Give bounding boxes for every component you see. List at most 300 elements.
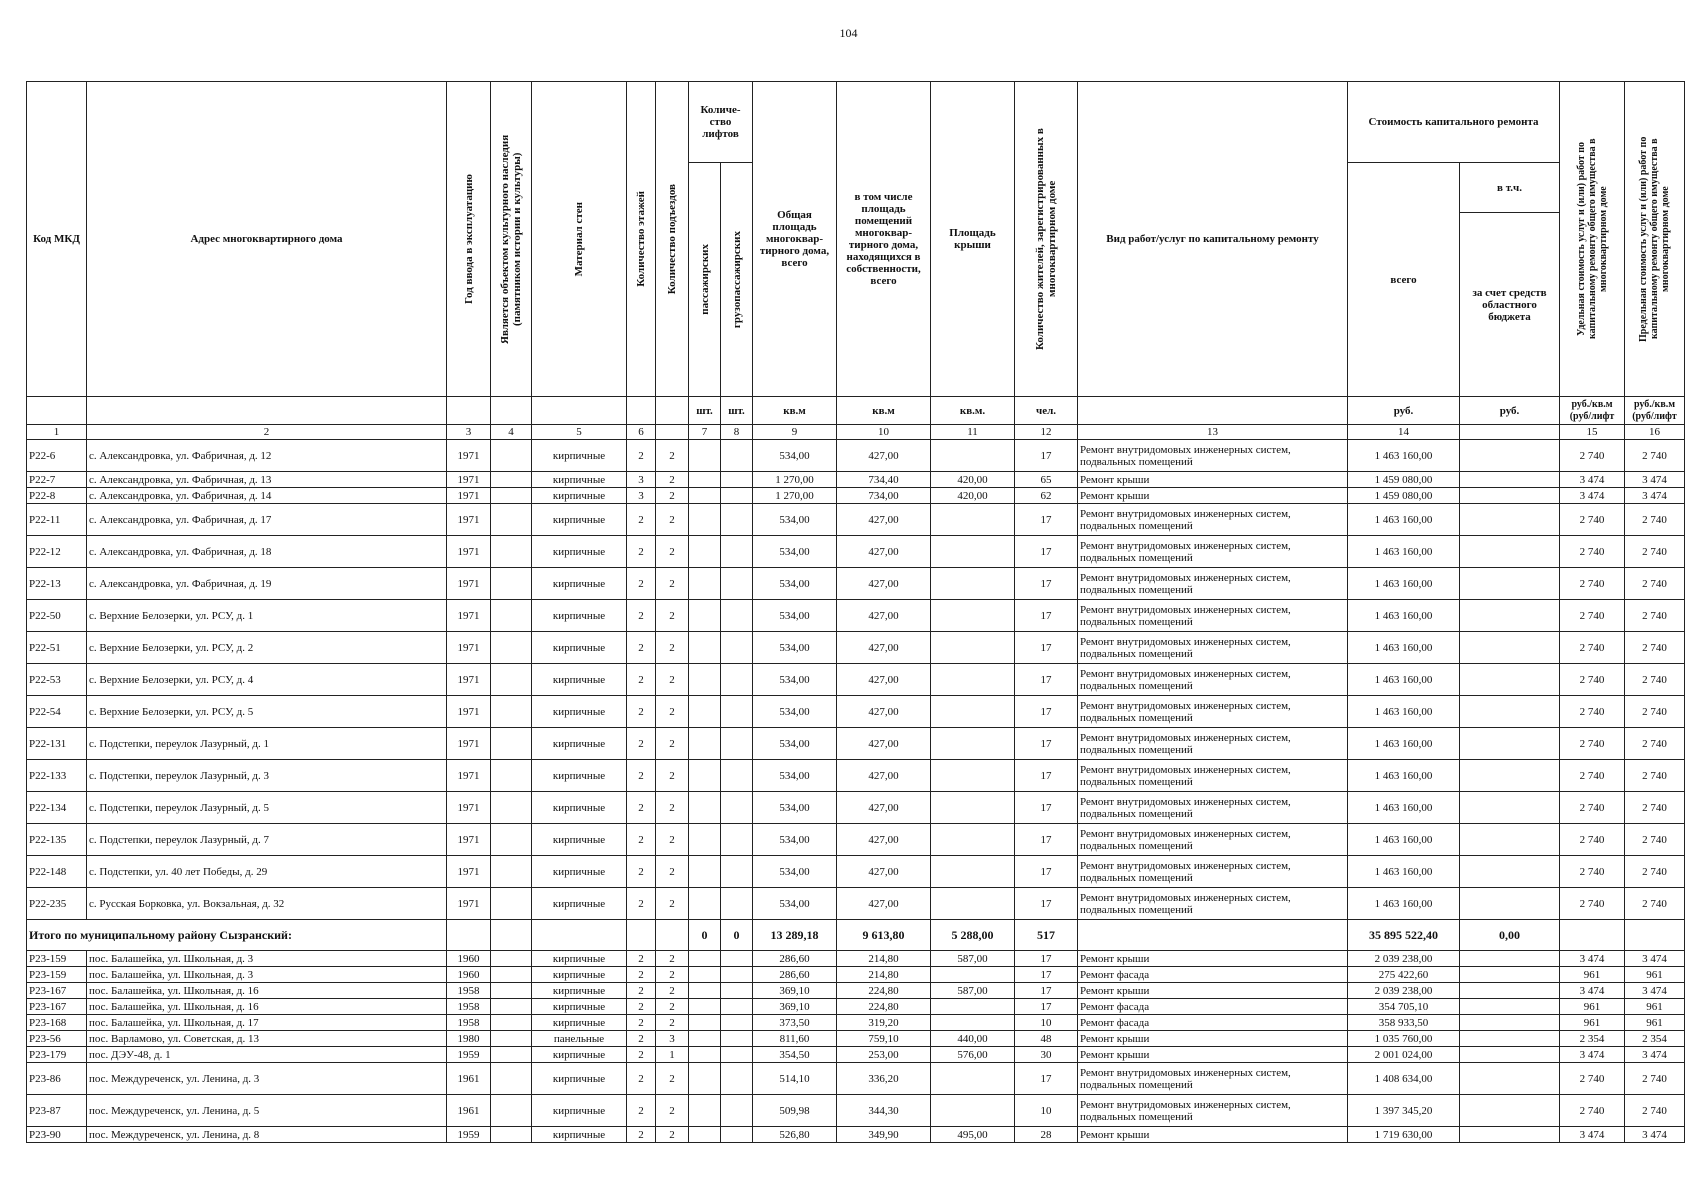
col-number: 1 [27,425,87,440]
row-year: 1961 [447,1095,491,1127]
row-roof-area [931,728,1015,760]
table-row [27,1031,1685,1047]
row-code: Р22-131 [27,728,87,760]
row-entrances: 2 [656,1127,689,1143]
row-cost: 1 463 160,00 [1348,536,1460,568]
row-max-cost: 2 740 [1625,760,1685,792]
row-heritage [491,888,532,920]
total-empty [627,920,656,951]
row-lifts-cargo [721,1127,753,1143]
total-empty [1625,920,1685,951]
unit-empty [627,397,656,425]
row-unit-cost: 961 [1560,1015,1625,1031]
row-residents: 17 [1015,440,1078,472]
row-floors: 2 [627,856,656,888]
row-cost: 1 463 160,00 [1348,664,1460,696]
row-unit-cost: 2 740 [1560,568,1625,600]
row-roof-area [931,440,1015,472]
row-address: пос. Балашейка, ул. Школьная, д. 3 [87,967,447,983]
row-heritage [491,664,532,696]
row-total-area: 509,98 [753,1095,837,1127]
row-residents: 17 [1015,504,1078,536]
row-entrances: 2 [656,983,689,999]
row-owned-area: 427,00 [837,664,931,696]
row-address: пос. ДЭУ-48, д. 1 [87,1047,447,1063]
row-address: пос. Балашейка, ул. Школьная, д. 16 [87,999,447,1015]
row-address: с. Александровка, ул. Фабричная, д. 17 [87,504,447,536]
header-total-area: Общая площадь многоквар-тирного дома, всего [753,82,837,397]
row-unit-cost: 3 474 [1560,983,1625,999]
row-lifts-cargo [721,983,753,999]
row-total-area: 514,10 [753,1063,837,1095]
row-floors: 2 [627,600,656,632]
row-max-cost: 3 474 [1625,1047,1685,1063]
row-total-area: 534,00 [753,440,837,472]
row-address: пос. Варламово, ул. Советская, д. 13 [87,1031,447,1047]
row-regional [1460,999,1560,1015]
row-lifts-pass [689,856,721,888]
row-address: с. Подстепки, переулок Лазурный, д. 1 [87,728,447,760]
row-unit-cost: 2 740 [1560,696,1625,728]
row-entrances: 2 [656,951,689,967]
row-roof-area [931,568,1015,600]
row-year: 1971 [447,824,491,856]
row-total-area: 534,00 [753,728,837,760]
row-owned-area: 427,00 [837,856,931,888]
row-max-cost: 2 740 [1625,504,1685,536]
table-row [27,728,1685,760]
row-total-area: 286,60 [753,951,837,967]
header-year: Год ввода в эксплуатацию [447,82,491,397]
header-roof-area: Площадь крыши [931,82,1015,397]
row-lifts-pass [689,999,721,1015]
row-heritage [491,983,532,999]
row-unit-cost: 2 740 [1560,600,1625,632]
row-owned-area: 759,10 [837,1031,931,1047]
col-number: 16 [1625,425,1685,440]
row-address: с. Александровка, ул. Фабричная, д. 18 [87,536,447,568]
row-lifts-cargo [721,632,753,664]
row-work-type: Ремонт внутридомовых инженерных систем, подвальных помещений [1078,504,1348,536]
row-heritage [491,568,532,600]
row-residents: 65 [1015,472,1078,488]
row-heritage [491,792,532,824]
row-residents: 17 [1015,728,1078,760]
row-entrances: 2 [656,664,689,696]
row-total-area: 534,00 [753,824,837,856]
row-material: кирпичные [532,1127,627,1143]
row-entrances: 2 [656,760,689,792]
row-lifts-cargo [721,888,753,920]
row-address: с. Верхние Белозерки, ул. РСУ, д. 4 [87,664,447,696]
row-cost: 1 408 634,00 [1348,1063,1460,1095]
row-roof-area [931,600,1015,632]
row-address: с. Александровка, ул. Фабричная, д. 19 [87,568,447,600]
row-unit-cost: 2 740 [1560,824,1625,856]
col-number: 14 [1348,425,1460,440]
row-residents: 17 [1015,983,1078,999]
table-row [27,824,1685,856]
row-heritage [491,536,532,568]
row-material: кирпичные [532,696,627,728]
row-work-type: Ремонт внутридомовых инженерных систем, подвальных помещений [1078,664,1348,696]
row-roof-area [931,792,1015,824]
row-floors: 2 [627,888,656,920]
row-entrances: 2 [656,600,689,632]
row-year: 1971 [447,664,491,696]
row-code: Р22-7 [27,472,87,488]
total-empty [656,920,689,951]
row-unit-cost: 2 740 [1560,504,1625,536]
total-roof-area: 5 288,00 [931,920,1015,951]
row-lifts-pass [689,696,721,728]
row-year: 1971 [447,536,491,568]
header-floors: Количество этажей [627,82,656,397]
row-max-cost: 2 740 [1625,792,1685,824]
row-lifts-pass [689,1047,721,1063]
total-empty [447,920,491,951]
row-address: с. Верхние Белозерки, ул. РСУ, д. 2 [87,632,447,664]
row-entrances: 2 [656,440,689,472]
row-code: Р22-135 [27,824,87,856]
row-max-cost: 2 740 [1625,440,1685,472]
row-year: 1971 [447,504,491,536]
row-address: с. Подстепки, переулок Лазурный, д. 7 [87,824,447,856]
row-floors: 2 [627,696,656,728]
row-regional [1460,1063,1560,1095]
page-number: 104 [839,26,858,40]
row-cost: 1 463 160,00 [1348,696,1460,728]
row-regional [1460,888,1560,920]
row-residents: 17 [1015,760,1078,792]
row-max-cost: 2 740 [1625,1063,1685,1095]
row-lifts-cargo [721,568,753,600]
unit-cost-regional: руб. [1460,397,1560,425]
row-residents: 30 [1015,1047,1078,1063]
table-row [27,1063,1685,1095]
row-roof-area: 420,00 [931,488,1015,504]
row-lifts-cargo [721,792,753,824]
row-total-area: 534,00 [753,600,837,632]
row-unit-cost: 3 474 [1560,472,1625,488]
table-row [27,568,1685,600]
total-empty [1560,920,1625,951]
row-unit-cost: 3 474 [1560,488,1625,504]
row-heritage [491,728,532,760]
row-address: с. Подстепки, ул. 40 лет Победы, д. 29 [87,856,447,888]
row-cost: 1 463 160,00 [1348,792,1460,824]
unit-residents: чел. [1015,397,1078,425]
header-material: Материал стен [532,82,627,397]
unit-roof-area: кв.м. [931,397,1015,425]
row-entrances: 2 [656,856,689,888]
total-empty [532,920,627,951]
row-code: Р22-50 [27,600,87,632]
row-regional [1460,760,1560,792]
row-work-type: Ремонт внутридомовых инженерных систем, подвальных помещений [1078,568,1348,600]
row-material: кирпичные [532,1095,627,1127]
row-residents: 17 [1015,792,1078,824]
row-roof-area [931,1095,1015,1127]
row-code: Р23-159 [27,951,87,967]
row-work-type: Ремонт фасада [1078,1015,1348,1031]
row-material: кирпичные [532,967,627,983]
row-total-area: 1 270,00 [753,472,837,488]
row-code: Р22-235 [27,888,87,920]
row-lifts-pass [689,951,721,967]
table-row [27,999,1685,1015]
row-max-cost: 2 740 [1625,888,1685,920]
row-work-type: Ремонт внутридомовых инженерных систем, подвальных помещений [1078,856,1348,888]
row-work-type: Ремонт внутридомовых инженерных систем, подвальных помещений [1078,1063,1348,1095]
row-code: Р22-148 [27,856,87,888]
row-year: 1971 [447,568,491,600]
capital-repair-table [26,81,1685,1143]
row-total-area: 534,00 [753,632,837,664]
table-row [27,536,1685,568]
row-regional [1460,536,1560,568]
row-max-cost: 2 740 [1625,856,1685,888]
row-total-area: 534,00 [753,536,837,568]
table-body-rayon-22 [27,440,1685,920]
row-owned-area: 224,80 [837,999,931,1015]
unit-empty [491,397,532,425]
row-residents: 17 [1015,600,1078,632]
row-lifts-pass [689,728,721,760]
row-year: 1960 [447,951,491,967]
row-regional [1460,1015,1560,1031]
row-heritage [491,760,532,792]
row-lifts-cargo [721,440,753,472]
row-lifts-pass [689,760,721,792]
row-floors: 2 [627,664,656,696]
row-material: кирпичные [532,983,627,999]
row-unit-cost: 2 740 [1560,728,1625,760]
table-row [27,472,1685,488]
row-cost: 358 933,50 [1348,1015,1460,1031]
table-row [27,488,1685,504]
row-regional [1460,488,1560,504]
row-residents: 62 [1015,488,1078,504]
row-max-cost: 3 474 [1625,1127,1685,1143]
total-empty [1078,920,1348,951]
row-lifts-pass [689,1031,721,1047]
row-roof-area [931,856,1015,888]
row-lifts-cargo [721,600,753,632]
header-lifts-cargo: грузопассажирских [721,163,753,397]
row-regional [1460,504,1560,536]
row-entrances: 1 [656,1047,689,1063]
row-owned-area: 427,00 [837,888,931,920]
header-cost-incl: в т.ч. [1460,163,1560,213]
row-address: пос. Междуреченск, ул. Ленина, д. 5 [87,1095,447,1127]
row-lifts-cargo [721,728,753,760]
row-residents: 17 [1015,632,1078,664]
row-year: 1958 [447,983,491,999]
row-address: пос. Междуреченск, ул. Ленина, д. 8 [87,1127,447,1143]
table-row [27,1015,1685,1031]
row-heritage [491,632,532,664]
row-lifts-pass [689,664,721,696]
row-regional [1460,824,1560,856]
row-entrances: 2 [656,568,689,600]
row-lifts-cargo [721,1063,753,1095]
row-max-cost: 961 [1625,1015,1685,1031]
row-floors: 2 [627,792,656,824]
row-regional [1460,1031,1560,1047]
col-number [656,425,689,440]
row-floors: 2 [627,1047,656,1063]
col-number: 12 [1015,425,1078,440]
row-residents: 17 [1015,568,1078,600]
table-total [27,920,1685,951]
row-lifts-pass [689,1063,721,1095]
row-year: 1971 [447,600,491,632]
row-owned-area: 427,00 [837,600,931,632]
row-work-type: Ремонт крыши [1078,1047,1348,1063]
row-unit-cost: 2 740 [1560,888,1625,920]
row-year: 1980 [447,1031,491,1047]
row-roof-area: 420,00 [931,472,1015,488]
row-residents: 17 [1015,856,1078,888]
row-total-area: 534,00 [753,568,837,600]
row-address: пос. Балашейка, ул. Школьная, д. 17 [87,1015,447,1031]
row-material: кирпичные [532,440,627,472]
row-max-cost: 961 [1625,967,1685,983]
row-material: кирпичные [532,536,627,568]
row-owned-area: 427,00 [837,696,931,728]
row-lifts-cargo [721,696,753,728]
col-number [1460,425,1560,440]
row-cost: 275 422,60 [1348,967,1460,983]
col-number: 6 [627,425,656,440]
row-code: Р23-167 [27,983,87,999]
total-lifts-cargo: 0 [721,920,753,951]
row-entrances: 3 [656,1031,689,1047]
row-entrances: 2 [656,792,689,824]
row-floors: 2 [627,1095,656,1127]
row-unit-cost: 961 [1560,967,1625,983]
row-work-type: Ремонт крыши [1078,1127,1348,1143]
row-cost: 354 705,10 [1348,999,1460,1015]
header-address: Адрес многоквартирного дома [87,82,447,397]
row-unit-cost: 961 [1560,999,1625,1015]
row-heritage [491,1127,532,1143]
row-regional [1460,856,1560,888]
header-heritage: Является объектом культурного наследия (памятником истории и культуры) [491,82,532,397]
row-roof-area [931,696,1015,728]
row-work-type: Ремонт крыши [1078,472,1348,488]
row-roof-area [931,888,1015,920]
row-roof-area: 440,00 [931,1031,1015,1047]
row-year: 1971 [447,728,491,760]
row-heritage [491,824,532,856]
row-material: панельные [532,1031,627,1047]
col-number: 2 [87,425,447,440]
row-owned-area: 427,00 [837,760,931,792]
row-regional [1460,600,1560,632]
row-regional [1460,664,1560,696]
row-lifts-cargo [721,488,753,504]
row-total-area: 534,00 [753,504,837,536]
row-lifts-cargo [721,1047,753,1063]
row-material: кирпичные [532,600,627,632]
row-entrances: 2 [656,1095,689,1127]
row-total-area: 534,00 [753,664,837,696]
total-total-area: 13 289,18 [753,920,837,951]
row-heritage [491,600,532,632]
unit-owned-area: кв.м [837,397,931,425]
unit-cost-total: руб. [1348,397,1460,425]
row-entrances: 2 [656,504,689,536]
row-cost: 1 463 160,00 [1348,632,1460,664]
row-code: Р22-134 [27,792,87,824]
row-year: 1971 [447,888,491,920]
row-regional [1460,472,1560,488]
row-lifts-pass [689,1127,721,1143]
row-roof-area [931,760,1015,792]
row-heritage [491,504,532,536]
row-material: кирпичные [532,1047,627,1063]
header-cost-regional: за счет средств областного бюджета [1460,213,1560,397]
row-max-cost: 2 740 [1625,664,1685,696]
row-residents: 28 [1015,1127,1078,1143]
row-cost: 1 459 080,00 [1348,488,1460,504]
row-year: 1971 [447,760,491,792]
row-max-cost: 3 474 [1625,983,1685,999]
row-material: кирпичные [532,856,627,888]
row-work-type: Ремонт внутридомовых инженерных систем, подвальных помещений [1078,1095,1348,1127]
col-number: 10 [837,425,931,440]
row-year: 1971 [447,696,491,728]
table-row [27,696,1685,728]
row-year: 1958 [447,1015,491,1031]
row-heritage [491,999,532,1015]
row-heritage [491,1031,532,1047]
row-owned-area: 214,80 [837,951,931,967]
row-work-type: Ремонт крыши [1078,488,1348,504]
row-floors: 2 [627,760,656,792]
row-lifts-pass [689,568,721,600]
row-code: Р22-13 [27,568,87,600]
total-regional: 0,00 [1460,920,1560,951]
table-row [27,1047,1685,1063]
row-cost: 1 463 160,00 [1348,728,1460,760]
row-total-area: 534,00 [753,696,837,728]
total-row [27,920,1685,951]
row-floors: 2 [627,728,656,760]
row-owned-area: 224,80 [837,983,931,999]
row-address: с. Русская Борковка, ул. Вокзальная, д. 32 [87,888,447,920]
row-work-type: Ремонт внутридомовых инженерных систем, подвальных помещений [1078,536,1348,568]
row-entrances: 2 [656,632,689,664]
row-residents: 17 [1015,888,1078,920]
total-empty [491,920,532,951]
row-entrances: 2 [656,1063,689,1095]
row-roof-area [931,504,1015,536]
row-entrances: 2 [656,696,689,728]
row-entrances: 2 [656,1015,689,1031]
row-address: пос. Междуреченск, ул. Ленина, д. 3 [87,1063,447,1095]
row-material: кирпичные [532,824,627,856]
row-lifts-pass [689,792,721,824]
row-year: 1961 [447,1063,491,1095]
row-roof-area [931,536,1015,568]
row-owned-area: 427,00 [837,536,931,568]
row-code: Р23-168 [27,1015,87,1031]
row-code: Р22-51 [27,632,87,664]
row-cost: 1 035 760,00 [1348,1031,1460,1047]
